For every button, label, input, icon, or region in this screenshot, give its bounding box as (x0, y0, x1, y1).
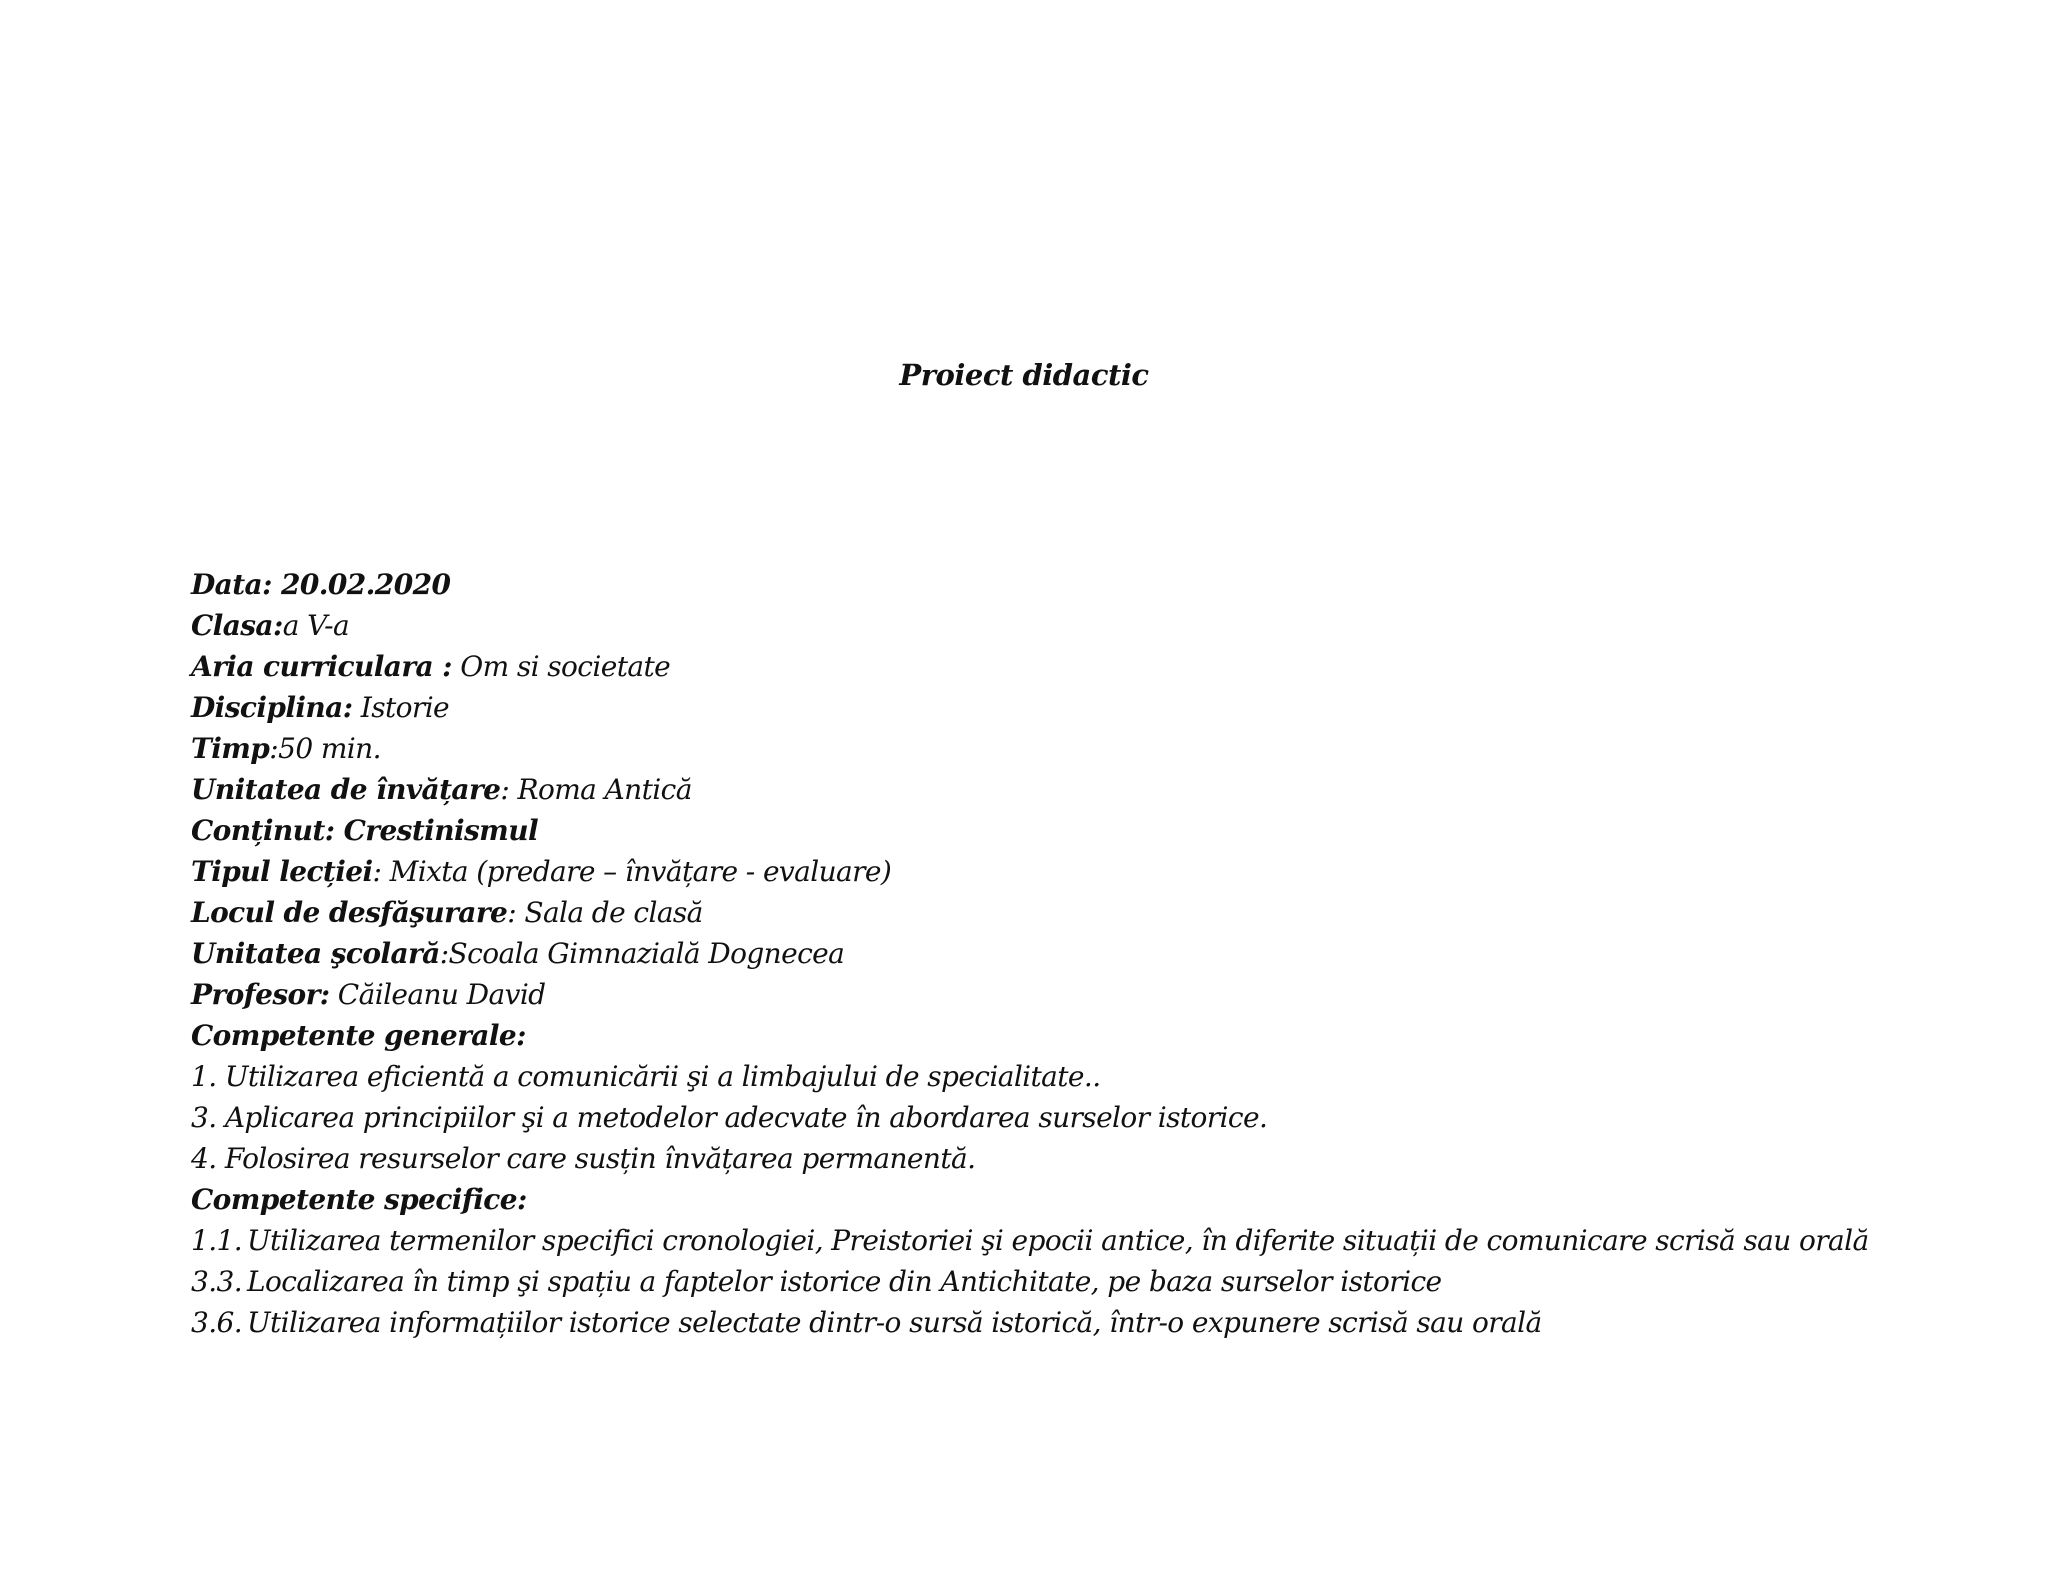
field-label: Tipul lecției (191, 855, 373, 888)
specific-competence-item (191, 1220, 1951, 1261)
lesson-info (191, 564, 1951, 1343)
field-value: :50 min. (269, 732, 381, 765)
field-value: : Roma Antică (500, 773, 692, 806)
specific-competences-heading: Competente specifice: (191, 1183, 527, 1216)
field-learning-unit (191, 769, 1951, 810)
competence-text: Utilizarea informațiilor istorice selectate dintr-o sursă istorică, într-o expunere scrisă sau orală (247, 1306, 1542, 1339)
general-competence-item: 4. Folosirea resurselor care susțin învățarea permanentă. (191, 1142, 976, 1175)
field-label: Unitatea de învățare (191, 773, 501, 806)
field-label: Aria curriculara : (191, 650, 452, 683)
field-value: Căileanu David (337, 978, 546, 1011)
general-competence-item: 1. Utilizarea eficientă a comunicării şi a limbajului de specialitate.. (191, 1060, 1101, 1093)
general-competence-item: 3. Aplicarea principiilor şi a metodelor adecvate în abordarea surselor istorice. (191, 1101, 1268, 1134)
field-label: Data: 20.02.2020 (191, 568, 451, 601)
field-label: Profesor: (191, 978, 330, 1011)
field-class (191, 605, 1951, 646)
field-label: Locul de desfăşurare (191, 896, 508, 929)
field-teacher (191, 974, 1951, 1015)
field-value: Istorie (360, 691, 450, 724)
competence-number: 1.1. (191, 1224, 243, 1257)
competence-number: 3.6. (191, 1306, 243, 1339)
field-value: : Mixta (predare – învățare - evaluare) (372, 855, 892, 888)
field-lesson-type (191, 851, 1951, 892)
field-value: : Sala de clasă (507, 896, 703, 929)
field-curricular-area (191, 646, 1951, 687)
field-school (191, 933, 1951, 974)
document-title: Proiect didactic (899, 358, 1149, 392)
field-content (191, 810, 1951, 851)
specific-competence-item (191, 1261, 1951, 1302)
field-value: Om si societate (460, 650, 671, 683)
field-value: :Scoala Gimnazială Dognecea (439, 937, 845, 970)
field-time (191, 728, 1951, 769)
competence-text: Localizarea în timp şi spațiu a faptelor istorice din Antichitate, pe baza surselor istorice (247, 1265, 1442, 1298)
field-label: Conținut: Crestinismul (191, 814, 538, 847)
general-competences-heading: Competente generale: (191, 1019, 526, 1052)
field-label: Clasa: (191, 609, 283, 642)
field-value: a V-a (282, 609, 350, 642)
competence-number: 3.3. (191, 1265, 243, 1298)
field-discipline (191, 687, 1951, 728)
field-label: Timp (191, 732, 270, 765)
field-location (191, 892, 1951, 933)
competence-text: Utilizarea termenilor specifici cronologiei, Preistoriei şi epocii antice, în diferite situații de comunicare scrisă sau orală (247, 1224, 1869, 1257)
field-label: Disciplina: (191, 691, 353, 724)
specific-competence-item (191, 1302, 1951, 1343)
field-date (191, 564, 1951, 605)
field-label: Unitatea şcolară (191, 937, 440, 970)
